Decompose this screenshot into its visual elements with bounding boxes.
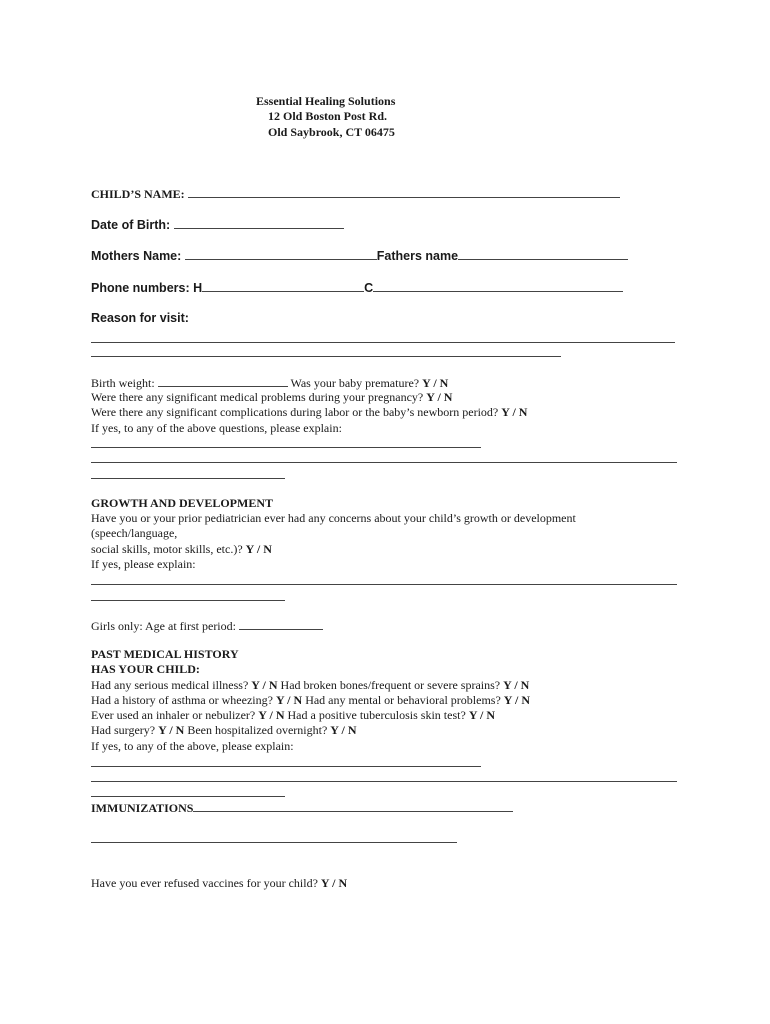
history-row-4 [91,723,357,738]
birth-weight-label: Birth weight: [91,376,155,390]
fathers-name-field[interactable] [458,248,628,260]
birth-explain-line-3[interactable] [91,478,285,479]
growth-yn[interactable]: Y / N [245,542,272,556]
refused-vaccines-question: Have you ever refused vaccines for your child? [91,876,318,890]
history-subheading: HAS YOUR CHILD: [91,662,200,676]
history-q2: Had broken bones/frequent or severe sprains? [280,678,501,692]
parents-row [91,248,628,263]
history-q2-yn[interactable]: Y / N [503,678,530,692]
history-q3-yn[interactable]: Y / N [275,693,303,707]
first-period-age-field[interactable] [239,618,323,630]
immunizations-heading: IMMUNIZATIONS [91,801,194,815]
premature-question: Was your baby premature? [290,376,420,390]
birth-explain-label: If yes, to any of the above questions, please explain: [91,421,342,435]
growth-question-line-3: social skills, motor skills, etc.)? [91,542,243,556]
history-explain-line-3[interactable] [91,796,285,797]
refused-vaccines-row [91,876,347,891]
girls-only-label: Girls only: Age at first period: [91,619,236,633]
history-q7: Had surgery? [91,723,156,737]
growth-question-row [91,542,272,557]
phone-row [91,280,623,295]
history-q3: Had a history of asthma or wheezing? [91,693,273,707]
pregnancy-yn[interactable]: Y / N [426,390,453,404]
pregnancy-question: Were there any significant medical problems during your pregnancy? [91,390,424,404]
history-q7-yn[interactable]: Y / N [158,723,185,737]
history-row-3 [91,708,495,723]
reason-line-2[interactable] [91,356,561,357]
labor-row [91,405,527,420]
growth-question-line-2: (speech/language, [91,526,178,540]
history-row-1 [91,678,529,693]
pregnancy-row [91,390,452,405]
birth-weight-row [91,375,448,391]
mothers-name-field[interactable] [185,248,377,260]
history-q6: Had a positive tuberculosis skin test? [287,708,466,722]
mothers-name-label: Mothers Name: [91,249,182,263]
phone-cell-label: C [364,281,374,295]
growth-question-line-1: Have you or your prior pediatrician ever had any concerns about your child’s growth or development [91,511,576,525]
history-q6-yn[interactable]: Y / N [468,708,496,722]
history-q1-yn[interactable]: Y / N [251,678,278,692]
history-explain-line-2[interactable] [91,781,677,782]
growth-explain-label: If yes, please explain: [91,557,196,571]
immunizations-line-2[interactable] [91,842,457,843]
growth-explain-line-2[interactable] [91,600,285,601]
child-name-field[interactable] [188,186,620,198]
premature-yn[interactable]: Y / N [422,376,449,390]
org-address: 12 Old Boston Post Rd. [268,109,388,123]
dob-row [91,217,344,232]
history-q5-yn[interactable]: Y / N [258,708,285,722]
immunizations-row [91,800,513,816]
phone-home-field[interactable] [202,280,364,292]
phone-cell-field[interactable] [373,280,623,292]
history-q8-yn[interactable]: Y / N [330,723,357,737]
history-explain-line-1[interactable] [91,766,481,767]
history-q4: Had any mental or behavioral problems? [305,693,501,707]
growth-heading: GROWTH AND DEVELOPMENT [91,496,274,510]
history-explain-label: If yes, to any of the above, please explain: [91,739,294,753]
fathers-name-label: Fathers name [376,249,459,263]
birth-explain-line-1[interactable] [91,447,481,448]
history-q4-yn[interactable]: Y / N [503,693,531,707]
phone-home-label: Phone numbers: H [91,281,203,295]
growth-explain-line-1[interactable] [91,584,677,585]
reason-label: Reason for visit: [91,311,189,325]
girls-only-row [91,618,323,634]
history-q5: Ever used an inhaler or nebulizer? [91,708,256,722]
birth-explain-line-2[interactable] [91,462,677,463]
immunizations-field[interactable] [193,800,513,812]
child-name-row [91,186,620,202]
org-city: Old Saybrook, CT 06475 [268,125,395,139]
birth-weight-field[interactable] [158,375,288,387]
labor-question: Were there any significant complications during labor or the baby’s newborn period? [91,405,499,419]
refused-vaccines-yn[interactable]: Y / N [320,876,348,890]
history-row-2 [91,693,530,708]
history-q8: Been hospitalized overnight? [187,723,328,737]
history-q1: Had any serious medical illness? [91,678,249,692]
child-name-label: CHILD’S NAME: [91,187,185,201]
org-name: Essential Healing Solutions [256,94,396,108]
dob-label: Date of Birth: [91,218,171,232]
dob-field[interactable] [174,217,344,229]
reason-line-1[interactable] [91,342,675,343]
labor-yn[interactable]: Y / N [501,405,528,419]
history-heading: PAST MEDICAL HISTORY [91,647,239,661]
